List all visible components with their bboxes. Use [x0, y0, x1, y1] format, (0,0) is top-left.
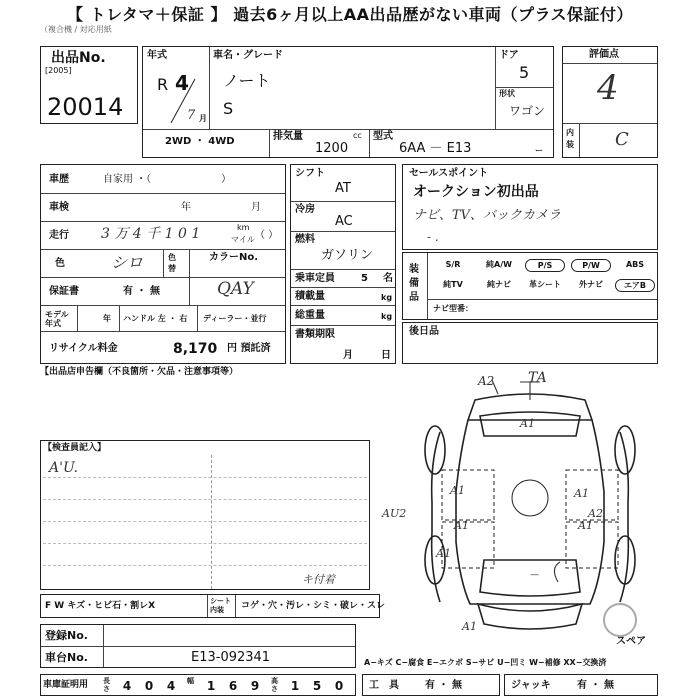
grade-value: 4: [597, 68, 619, 108]
tools-label: 工 具: [369, 680, 399, 691]
type-label: 型式: [373, 131, 393, 142]
car-name-label: 車名・グレード: [213, 50, 283, 61]
interior-value: C: [615, 129, 629, 150]
history-value: 自家用 ・（ ）: [103, 174, 232, 185]
notes-label: 【出品店申告欄（不良箇所・欠品・注意事項等）: [40, 367, 239, 377]
header-subtitle: （複合機 / 対応用紙: [40, 25, 112, 34]
cert-box: [40, 674, 356, 696]
cert-label: 車庫証明用: [43, 680, 89, 690]
type-value: 6AA － E13: [399, 141, 472, 156]
sales-line3: - .: [427, 230, 439, 244]
page-title: 【 トレタマ＋保証 】 過去6ヶ月以上AA出品歴がない車両（プラス保証付）: [67, 5, 633, 24]
diagram-callout: —: [530, 570, 539, 580]
model-year-unit: 年: [103, 314, 111, 323]
era: R: [157, 75, 169, 94]
diagram-mark-au2: AU2: [382, 507, 407, 520]
car-name: ノート: [223, 71, 271, 90]
mileage-value: 3 万 4 千 1 0 1: [101, 226, 201, 242]
cert-dim-label: 幅: [187, 677, 194, 685]
diagram-mark-a1-r2: A1: [578, 519, 593, 532]
registration-box: [40, 624, 356, 668]
mileage-label: 走行: [49, 230, 69, 241]
cert-digit: 6: [228, 679, 238, 693]
load-label: 積載量: [295, 291, 325, 302]
cert-digit: 0: [144, 679, 154, 693]
engine-value: 1200: [315, 141, 349, 156]
diagram-mark-a1-rear: A1: [436, 547, 451, 560]
recycle-unit: 円 預託済: [227, 343, 271, 354]
cert-digit: 4: [122, 679, 132, 693]
capacity-unit: 名: [383, 273, 393, 284]
inspection-month: 月: [251, 202, 261, 213]
cert-digit: 5: [312, 679, 322, 693]
tools-value: 有 ・ 無: [425, 680, 462, 691]
cert-dim-label: 高さ: [271, 677, 278, 693]
equipment-chip: S/R: [445, 260, 461, 269]
diagram-mark-a1-l2: A1: [454, 519, 469, 532]
weight-unit: kg: [381, 312, 393, 321]
codes-label: F W キズ・ヒビ石・割レX: [45, 601, 156, 611]
diagram-mark-ta: TA: [528, 370, 547, 386]
codes-seat: シート内装: [210, 597, 231, 614]
type-mark: ー: [535, 146, 543, 155]
inspector-text: A'U.: [49, 460, 78, 476]
equipment-chip: P/S: [525, 259, 565, 272]
grade-box: [562, 46, 658, 158]
spare-label: スペア: [616, 636, 646, 647]
sales-box: [402, 164, 658, 250]
inspection-year: 年: [181, 202, 191, 213]
delivery-label: 後日品: [409, 326, 439, 337]
capacity-label: 乗車定員: [295, 273, 335, 284]
diagram-mark-a1-left: A1: [450, 484, 465, 497]
recycle-label: リサイクル料金: [49, 343, 118, 354]
diagram-mark-a1-roof: A1: [520, 417, 535, 430]
registration-label: 登録No.: [45, 629, 88, 642]
color-value: シロ: [111, 253, 144, 272]
engine-unit: cc: [353, 131, 362, 140]
model-year: 4: [175, 71, 189, 95]
cert-digit: 1: [290, 679, 300, 693]
inspector-label: 【検査員記入】: [43, 443, 107, 453]
lot-box: [40, 46, 138, 124]
color-code: QAY: [217, 279, 254, 299]
engine-label: 排気量: [273, 131, 303, 142]
ac-label: 冷房: [295, 204, 315, 215]
chassis-value: E13-092341: [191, 650, 271, 665]
shape-value: ワゴン: [509, 104, 546, 118]
diagram-mark-a2-r: A2: [588, 507, 603, 520]
lot-number: 20014: [47, 93, 124, 121]
model-year-label: モデル年式: [45, 310, 69, 328]
specs-box: [290, 164, 396, 364]
dealer: ディーラー・並行: [203, 314, 267, 323]
jack-label: ジャッキ: [511, 680, 551, 691]
jack-box: [504, 674, 658, 696]
cert-digit: 1: [206, 679, 216, 693]
chassis-label: 車台No.: [45, 651, 88, 664]
capacity-value: 5: [361, 273, 368, 284]
docs-label: 書類期限: [295, 329, 335, 340]
color-label: 色: [55, 258, 65, 269]
tools-box: [362, 674, 500, 696]
history-label: 車歴: [49, 174, 69, 185]
docs-unit: 月: [343, 350, 353, 361]
warranty-label: 保証書: [49, 286, 79, 297]
delivery-box: [402, 322, 658, 364]
diagram-callout-text: キ付着: [302, 573, 335, 586]
jack-value: 有 ・ 無: [577, 680, 614, 691]
drive-type: 2WD ・ 4WD: [165, 136, 235, 147]
color-sub-label: 色替: [168, 253, 176, 273]
color-code-label: カラーNo.: [209, 252, 259, 263]
diagram-mark-a2-top: A2: [478, 374, 495, 388]
sales-line1: オークション初出品: [413, 184, 539, 200]
equipment-box: [402, 252, 658, 320]
damage-diagram: [380, 372, 680, 662]
car-grade: S: [223, 99, 234, 118]
handle: ハンドル 左 ・ 右: [123, 314, 188, 323]
sales-line2: ナビ、TV、バックカメラ: [413, 208, 561, 223]
ac-value: AC: [335, 214, 353, 229]
weight-label: 総重量: [295, 310, 325, 321]
model-month: 7: [187, 108, 196, 123]
lot-year-tag: [2005]: [45, 66, 72, 75]
cert-digit: 9: [250, 679, 260, 693]
doors-label: ドア: [499, 50, 519, 61]
mileage-paren: （ ）: [255, 230, 279, 241]
legend-text: A−キズ C−腐食 E−エクボ S−サビ U−凹ミ W−補修 XX−交換済: [364, 658, 607, 667]
navi-label: ナビ型番：: [433, 304, 473, 313]
cert-digit: 4: [166, 679, 176, 693]
shift-label: シフト: [295, 168, 325, 179]
lot-label: 出品No.: [51, 50, 106, 66]
shape-label: 形状: [499, 89, 515, 98]
cert-dim-label: 長さ: [103, 677, 110, 693]
equipment-chip: 革シート: [529, 280, 561, 289]
top-row-box: [142, 46, 554, 158]
recycle-value: 8,170: [173, 341, 218, 357]
grade-label: 評価点: [589, 49, 619, 60]
equipment-chip: 外ナビ: [579, 280, 603, 289]
inspector-box: [40, 440, 370, 590]
equipment-chip: ABS: [625, 260, 645, 269]
warranty-value: 有 ・ 無: [123, 286, 160, 297]
codes-rest: コゲ・穴・汚レ・シミ・破レ・スレ: [241, 601, 386, 611]
equipment-chip: 純ナビ: [487, 280, 511, 289]
mileage-km: km: [237, 223, 250, 232]
fuel-label: 燃料: [295, 234, 315, 245]
equipment-chip: 純TV: [443, 280, 463, 289]
inspection-label: 車検: [49, 202, 69, 213]
diagram-mark-a1-bottom: A1: [462, 620, 477, 633]
shift-value: AT: [335, 181, 351, 196]
equipment-chip: 純A/W: [486, 260, 512, 269]
docs-mark: 日: [381, 350, 391, 361]
details-box: [40, 164, 286, 364]
cert-digit: 0: [334, 679, 344, 693]
equipment-chip: エアB: [615, 279, 655, 292]
fuel-value: ガソリン: [321, 248, 374, 263]
doors-value: 5: [519, 63, 530, 82]
equipment-chip: P/W: [571, 259, 611, 272]
month-unit: 月: [199, 114, 207, 123]
diagram-mark-a1-right: A1: [574, 487, 589, 500]
year-label: 年式: [147, 50, 167, 61]
sales-label: セールスポイント: [409, 168, 489, 179]
mileage-mile: マイル: [231, 235, 255, 244]
equipment-label: 装備品: [409, 264, 419, 303]
load-unit: kg: [381, 293, 393, 302]
interior-label: 内装: [566, 128, 574, 149]
codes-box: [40, 594, 386, 618]
